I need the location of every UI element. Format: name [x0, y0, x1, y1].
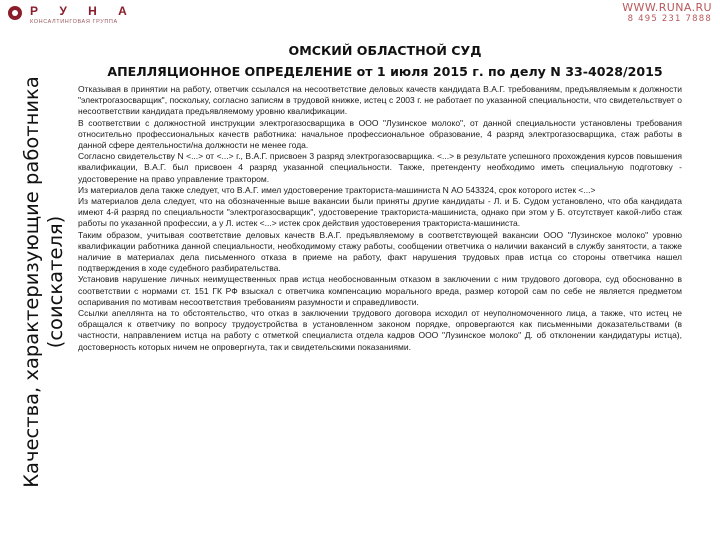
- document-heading: [80, 40, 690, 82]
- paragraph: Таким образом, учитывая соответствие деловых качеств В.А.Г. предъявляемому в соответствующей вакансии ООО "Лузинское молоко" уровню квалификации работника данной специальности, необходимому стажу работы, сообщении ответчика о наличии вакансий в службу занятости, а также наличие в материалах дела письменного отказа в приеме на работу, факт нарушения трудовых прав истца со стороны ответчика нашел подтверждения в ходе судебного разбирательства.: [78, 229, 682, 274]
- side-title-line-2: (соискателя): [44, 215, 67, 349]
- paragraph: Согласно свидетельству N <...> от <...> г., В.А.Г. присвоен 3 разряд электрогазосварщика. <...> в результате успешного прохождения курсов повышения квалификации, В.А.Г. был присвоен 4 разряд указанной специальности. Также, претенденту необходимо иметь специальную подготовку - удостоверение на право управление трактором.: [78, 151, 682, 184]
- slide-side-title: [20, 32, 80, 532]
- paragraph: Из материалов дела следует, что на обозначенные выше вакансии были приняты другие кандидаты - Л. и Б. Судом установлено, что оба кандидата имеют 4-й разряд по специальности "электрогазосварщик", удостоверение тракториста-машиниста, однако при этом у Б. отсутствует какой-либо стаж работы по указанной профессии, а у Л. истек <...> истек срок действия удостоверения тракториста-машиниста.: [78, 196, 682, 229]
- paragraph: Ссылки апеллянта на то обстоятельство, что отказ в заключении трудового договора исходил от неуполномоченного лица, а также, что истец не обращался к ответчику по вопросу трудоустройства в установленном законом порядке, опровергаются как письменными доказательствами (в частности, направлением истца на работу с отметкой специалиста отдела кадров ООО "Лузинское молоко" Д. об отклонении кандидатуры истца), достоверность которых ничем не опровергнута, так и свидетельскими показаниями.: [78, 308, 682, 352]
- paragraph: Установив нарушение личных неимущественных прав истца необоснованным отказом в заключении с ним трудового договора, суд обоснованно в соответствии с нормами ст. 151 ГК РФ взыскал с ответчика компенсацию морального вреда, размер которой сам по себе не является предметом оспаривания по мотивам несоответствия требованиям разумности и справедливости.: [78, 274, 682, 307]
- logo-subtitle: КОНСАЛТИНГОВАЯ ГРУППА: [30, 19, 118, 25]
- side-title-line-1: Качества, характеризующие работника: [20, 76, 43, 488]
- company-logo[interactable]: [8, 4, 138, 28]
- court-name: ОМСКИЙ ОБЛАСТНОЙ СУД: [288, 43, 482, 58]
- paragraph: Отказывая в принятии на работу, ответчик ссылался на несоответствие деловых качеств кандидата В.А.Г. требованиям, предъявляемым к должности "электрогазосварщик", поскольку, согласно записям в трудовой книжке, истец с 2003 г. не работает по указанной специальности, что свидетельствует о несоответствии кандидата предъявляемому уровню квалификации.: [78, 84, 682, 117]
- logo-emblem-icon: [8, 6, 22, 20]
- document-body: [78, 84, 682, 540]
- paragraph: В соответствии с должностной инструкции электрогазосварщика в ООО "Лузинское молоко", от данной специальности установлены требования относительно профессиональных качеств работника: начальное профессиональное образование, 4 разряд электрогазосварщика, стаж работы в данной сфере деятельности/на должности не менее года.: [78, 117, 682, 151]
- paragraph: Из материалов дела также следует, что В.А.Г. имел удостоверение тракториста-машиниста N АО 543324, срок которого истек <...>: [78, 184, 596, 195]
- website-link[interactable]: WWW.RUNA.RU: [622, 1, 712, 14]
- document-title: АПЕЛЛЯЦИОННОЕ ОПРЕДЕЛЕНИЕ от 1 июля 2015 г. по делу N 33-4028/2015: [107, 64, 663, 79]
- logo-name: Р У Н А: [30, 4, 136, 18]
- phone-number: 8 495 231 7888: [627, 13, 712, 24]
- header-bar: [0, 0, 720, 30]
- contact-info: [622, 2, 712, 24]
